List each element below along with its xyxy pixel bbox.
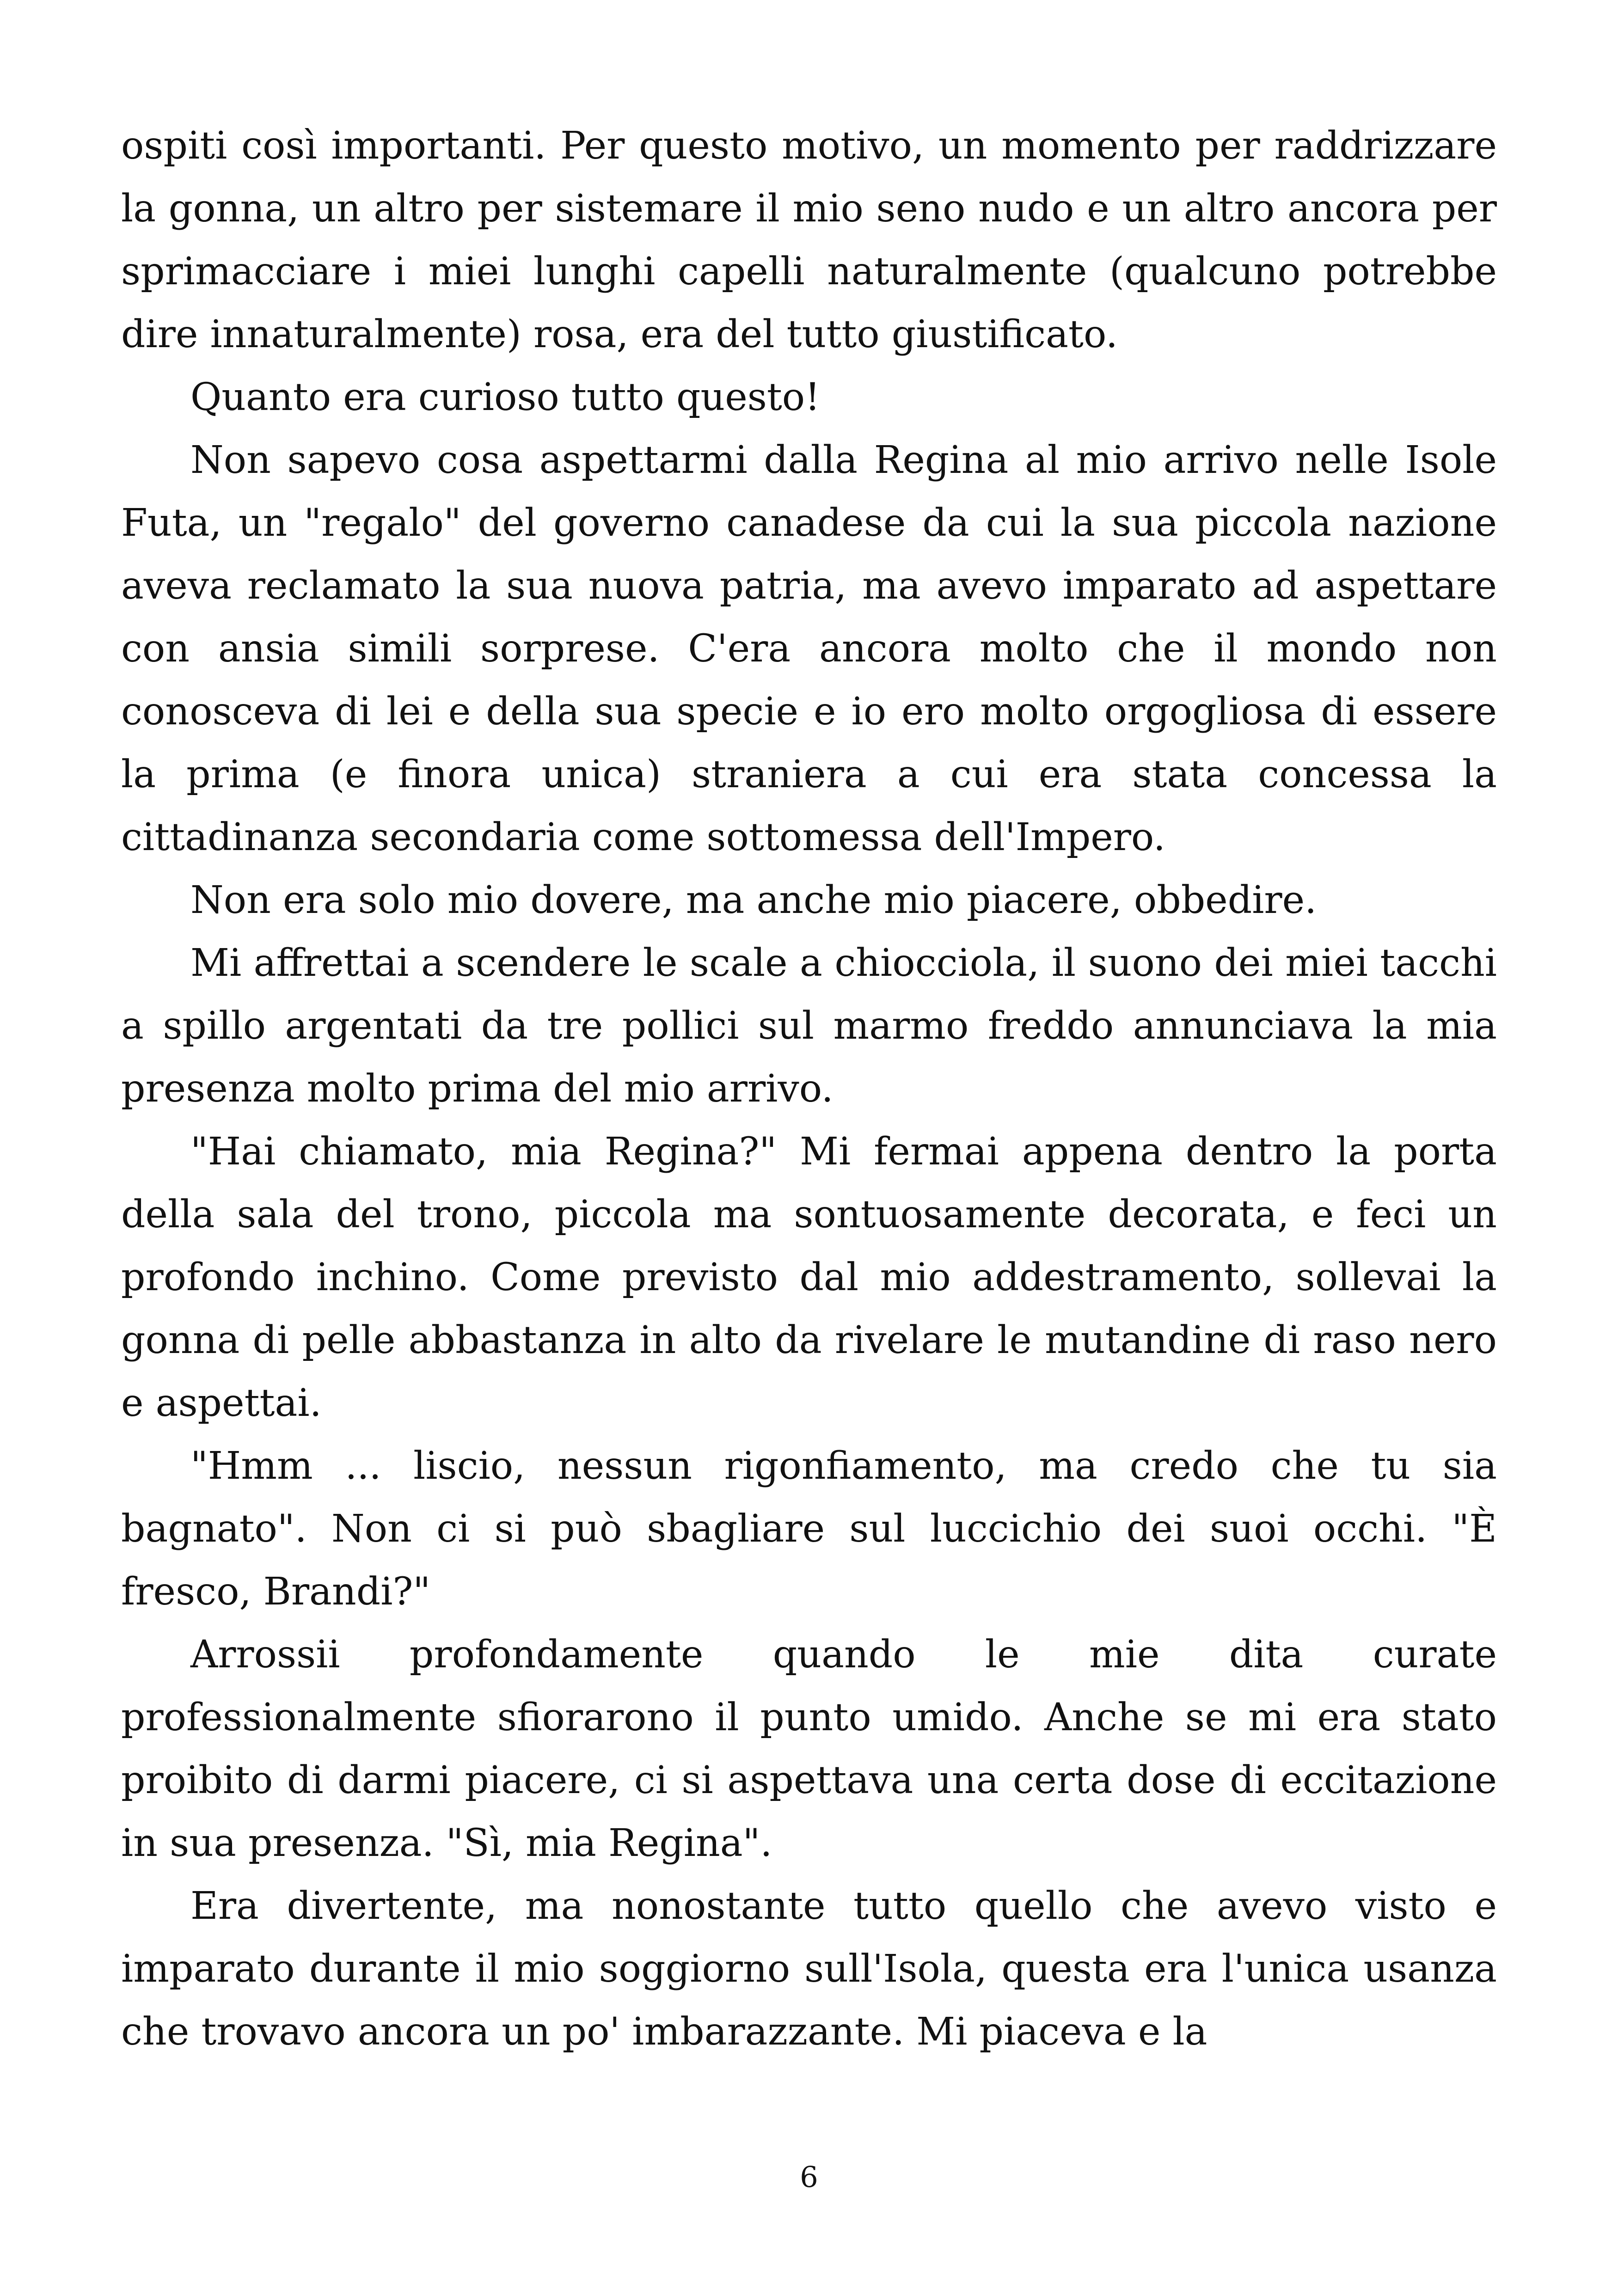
paragraph: Non era solo mio dovere, ma anche mio piacere, obbedire. <box>190 878 1317 922</box>
paragraph: "Hmm ... liscio, nessun rigonfiamento, ma credo che tu sia bagnato". Non ci si può sbagliare sul luccichio dei suoi occhi. "È fresco, Brandi?" <box>121 1444 1497 1614</box>
paragraph: "Hai chiamato, mia Regina?" Mi fermai appena dentro la porta della sala del trono, piccola ma sontuosamente decorata, e feci un profondo inchino. Come previsto dal mio addestramento, sollevai la gonna di pelle abbastanza in alto da rivelare le mutandine di raso nero e aspettai. <box>121 1130 1497 1425</box>
paragraph: ospiti così importanti. Per questo motivo, un momento per raddrizzare la gonna, un altro per sistemare il mio seno nudo e un altro ancora per sprimacciare i miei lunghi capelli naturalmente (qualcuno potrebbe dire innaturalmente) rosa, era del tutto giustificato. <box>121 124 1497 356</box>
page-number: 6 <box>800 2160 818 2194</box>
paragraph: Quanto era curioso tutto questo! <box>190 375 821 419</box>
paragraph: Mi affrettai a scendere le scale a chiocciola, il suono dei miei tacchi a spillo argentati da tre pollici sul marmo freddo annunciava la mia presenza molto prima del mio arrivo. <box>121 941 1497 1111</box>
body-text <box>121 115 1497 2063</box>
paragraph: Era divertente, ma nonostante tutto quello che avevo visto e imparato durante il mio soggiorno sull'Isola, questa era l'unica usanza che trovavo ancora un po' imbarazzante. Mi piaceva e la <box>121 1884 1497 2054</box>
paragraph: Arrossii profondamente quando le mie dita curate professionalmente sfiorarono il punto umido. Anche se mi era stato proibito di darmi piacere, ci si aspettava una certa dose di eccitazione in sua presenza. "Sì, mia Regina". <box>121 1633 1497 1865</box>
paragraph: Non sapevo cosa aspettarmi dalla Regina al mio arrivo nelle Isole Futa, un "regalo" del governo canadese da cui la sua piccola nazione aveva reclamato la sua nuova patria, ma avevo imparato ad aspettare con ansia simili sorprese. C'era ancora molto che il mondo non conosceva di lei e della sua specie e io ero molto orgogliosa di essere la prima (e finora unica) straniera a cui era stata concessa la cittadinanza secondaria come sottomessa dell'Impero. <box>121 438 1497 859</box>
